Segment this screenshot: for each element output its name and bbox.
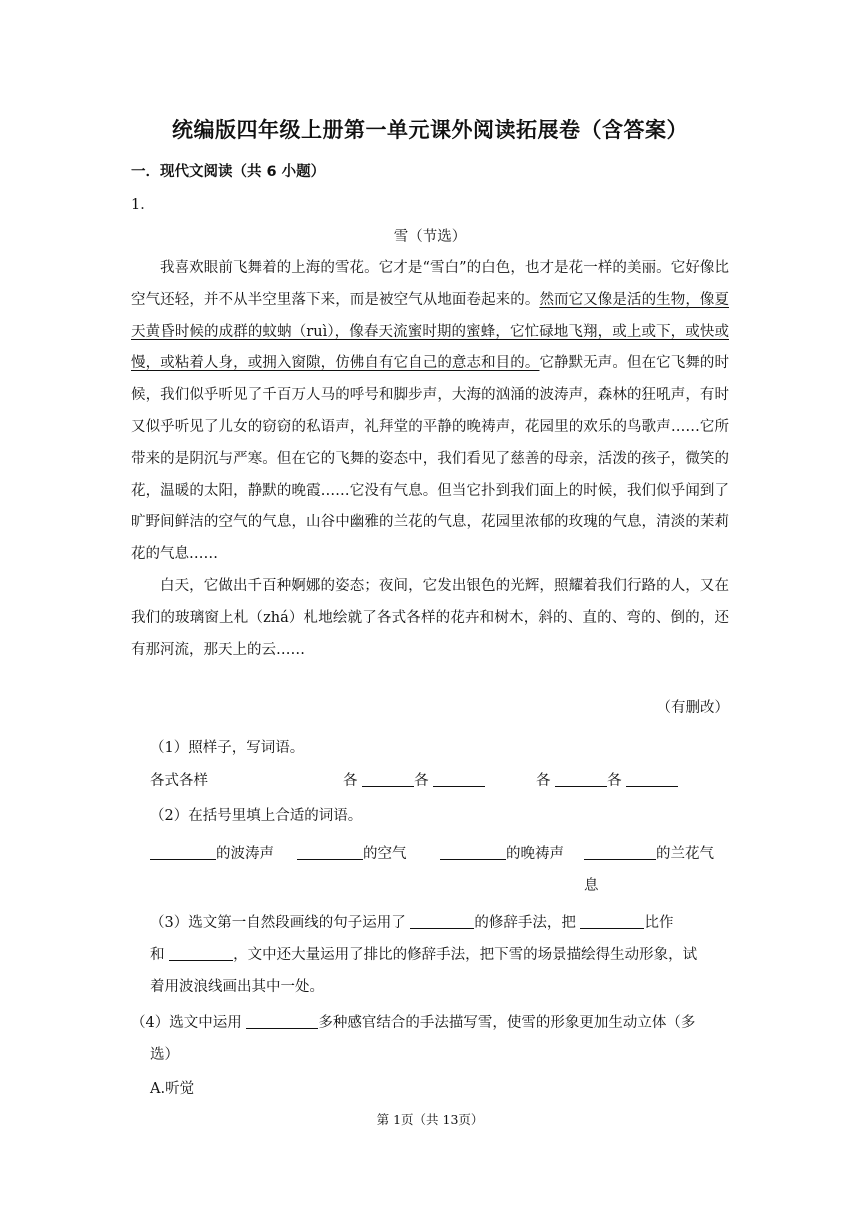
q2-item-2: 的空气 — [297, 842, 407, 863]
q2-blank-1[interactable] — [150, 844, 216, 860]
q4-option-a[interactable]: A.听觉 — [150, 1081, 195, 1097]
q1-example: 各式各样 — [150, 773, 208, 789]
q2-item-4: 的兰花气 — [584, 842, 714, 863]
q4-line-1: （4）选文中运用 多种感官结合的手法描写雪，使雪的形象更加生动立体（多 — [131, 1015, 696, 1031]
document-title: 统编版四年级上册第一单元课外阅读拓展卷（含答案） — [172, 118, 688, 142]
q2-blank-4[interactable] — [584, 844, 656, 860]
q3-line-3: 着用波浪线画出其中一处。 — [150, 979, 324, 995]
passage-paragraph-2: 白天，它做出千百种婀娜的姿态；夜间，它发出银色的光辉，照耀着我们行路的人，又在我们的玻璃窗上札（zhá）札地绘就了各式各样的花卉和树木，斜的、直的、弯的、倒的，还有那河流，那天上的云…… — [131, 577, 729, 658]
q2-label: （2）在括号里填上合适的词语。 — [150, 808, 363, 824]
q1-item-2: 各 各 — [536, 769, 678, 790]
q3-blank-2[interactable] — [580, 913, 644, 929]
q2-item-1: 的波涛声 — [150, 842, 274, 863]
passage-body — [131, 253, 729, 666]
q2-wrap: 息 — [584, 878, 599, 894]
q1-item-1: 各 各 — [343, 769, 485, 790]
q1-blank-1b[interactable] — [433, 771, 485, 787]
p1-text-b: 它静默无声。但在它飞舞的时候，我们似乎听见了千百万人马的呼号和脚步声，大海的汹涌的波涛声，森林的狂吼声，有时又似乎听见了儿女的窃窃的私语声，礼拜堂的平静的晚祷声，花园里的欢乐的鸟歌声……它所带来的是阴沉与严寒。但在它的飞舞的姿态中，我们看见了慈善的母亲，活泼的孩子，微笑的花，温暖的太阳，静默的晚霞……它没有气息。但当它扑到我们面上的时候，我们似乎闻到了旷野间鲜洁的空气的气息，山谷中幽雅的兰花的气息，花园里浓郁的玫瑰的气息，清淡的茉莉花的气息…… — [131, 355, 730, 563]
q2-blank-2[interactable] — [297, 844, 363, 860]
q1-label: （1）照样子，写词语。 — [150, 740, 305, 756]
passage-paragraph-1 — [131, 253, 729, 571]
q3-blank-1[interactable] — [410, 913, 474, 929]
question-number: 1． — [131, 197, 155, 213]
q3-line-2: 和 ，文中还大量运用了排比的修辞手法，把下雪的场景描绘得生动形象，试 — [150, 947, 698, 963]
q3-line-1: （3）选文第一自然段画线的句子运用了 的修辞手法，把 比作 — [150, 915, 674, 931]
q1-blank-2b[interactable] — [626, 771, 678, 787]
passage-title: 雪（节选） — [393, 229, 467, 245]
q2-item-3: 的晚祷声 — [440, 842, 564, 863]
q3-blank-3[interactable] — [169, 945, 233, 961]
p1-underlined-sentence: 然而它又像是活的生物，像夏天黄昏时候的成群的蚊蚋（ruì），像春天流蜜时期的蜜蜂，它忙碌地飞翔，或上或下，或快或慢，或粘着人身，或拥入窗隙，仿佛自有它自己的意志和目的。 — [131, 291, 730, 372]
section-heading: 一．现代文阅读（共 6 小题） — [131, 164, 326, 180]
p1-text-a: 我喜欢眼前飞舞着的上海的雪花。它才是“雪白”的白色，也才是花一样的美丽。它好像比空气还轻，并不从半空里落下来，而是被空气从地面卷起来的。 — [131, 260, 729, 308]
q1-blank-2a[interactable] — [555, 771, 607, 787]
q2-blank-3[interactable] — [440, 844, 506, 860]
edit-note: （有删改） — [656, 700, 729, 716]
q4-blank-1[interactable] — [246, 1013, 318, 1029]
q1-blank-1a[interactable] — [362, 771, 414, 787]
page-footer: 第 1页（共 13页） — [376, 1112, 484, 1127]
q4-line-2: 选） — [150, 1047, 179, 1063]
